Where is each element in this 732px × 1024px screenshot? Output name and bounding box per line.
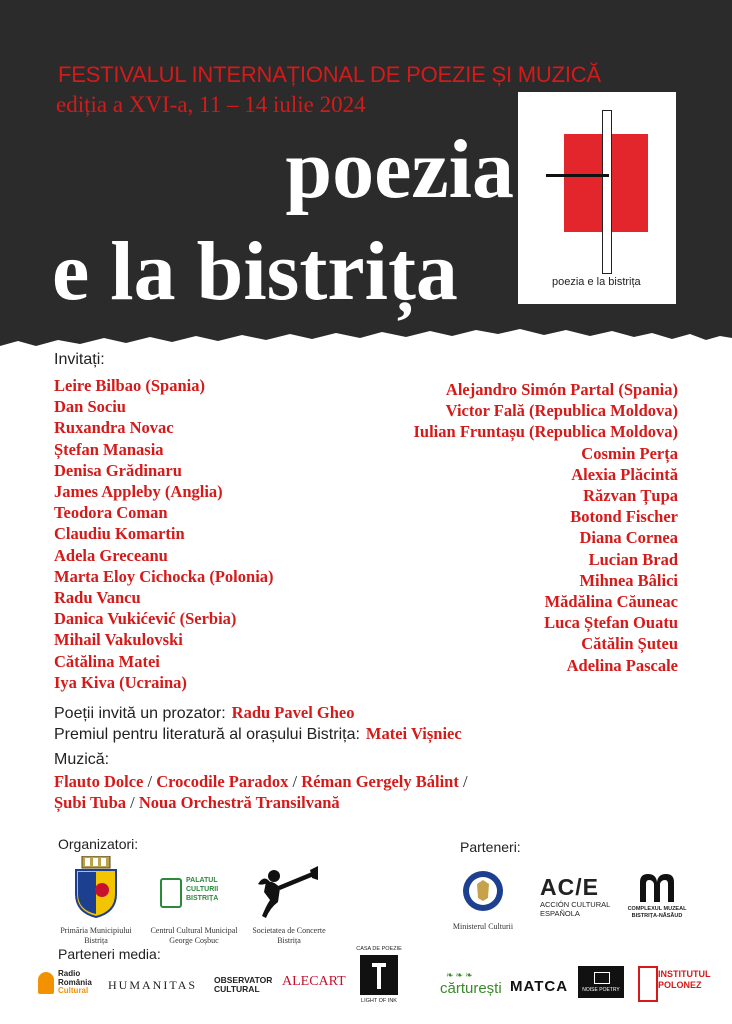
guest-name: Teodora Coman xyxy=(54,503,168,523)
ace-subtitle xyxy=(540,900,610,918)
guest-name: Denisa Grădinaru xyxy=(54,460,182,480)
partners-label: Parteneri: xyxy=(460,839,521,855)
coat-of-arms-icon xyxy=(74,856,118,918)
logo-caption: poezia e la bistrița xyxy=(552,276,641,288)
ace-sub-line: ACCIÓN CULTURAL xyxy=(540,900,611,909)
guest-list-right xyxy=(414,379,679,676)
guests-label: Invitați: xyxy=(54,351,105,368)
ministry-seal-icon xyxy=(462,870,504,912)
band-name: Șubi Tuba xyxy=(54,793,127,812)
separator: / xyxy=(462,772,468,791)
institut-line: POLONEZ xyxy=(658,980,702,990)
institut-line: INSTITUTUL xyxy=(658,969,711,979)
organizer-caption xyxy=(244,926,334,946)
guest-name: Alejandro Simón Partal (Spania) xyxy=(445,380,678,399)
palatul-line: PALATUL xyxy=(186,877,218,884)
guest-name: Radu Vancu xyxy=(54,588,141,608)
band-name: Flauto Dolce xyxy=(54,772,144,791)
carturesti-ornament-icon: ❧❧❧ xyxy=(446,970,475,980)
guest-name: Alexia Plăcintă xyxy=(571,464,678,484)
music-label: Muzică: xyxy=(54,751,110,768)
separator: / xyxy=(130,793,135,812)
matca-logo: MATCA xyxy=(510,978,569,995)
carturesti-logo: cărturești xyxy=(440,980,502,997)
alecart-logo: ALECART xyxy=(282,974,346,989)
guest-list-left xyxy=(54,375,274,693)
guest-name: Mihnea Bâlici xyxy=(579,570,678,590)
caption-line: Primăria Municipiului xyxy=(60,926,132,935)
guest-name: Victor Fală (Republica Moldova) xyxy=(445,401,678,421)
organizer-caption xyxy=(138,926,250,946)
logo-horizontal-line xyxy=(546,174,609,177)
media-partners-label: Parteneri media: xyxy=(58,946,161,962)
prize-winner: Matei Vișniec xyxy=(365,724,462,743)
humanitas-logo: HUMANITAS xyxy=(108,978,198,992)
title-line-2: e la bistrița xyxy=(52,225,458,318)
complex-line: BISTRIȚA-NĂSĂUD xyxy=(631,913,683,919)
guest-name: Mădălina Căuneac xyxy=(544,592,678,612)
noise-caption: NOISE POETRY xyxy=(582,987,620,993)
casa-de-poezie-logo xyxy=(356,946,402,1016)
guest-name: Danica Vukićević (Serbia) xyxy=(54,609,237,629)
palatul-line: BISTRIȚA xyxy=(186,895,219,902)
palatul-culturii-logo xyxy=(160,876,222,906)
prose-label: Poeții invită un prozator: xyxy=(54,705,226,722)
guest-name: Botond Fischer xyxy=(570,507,678,527)
radio-line: Radio xyxy=(58,969,81,978)
prose-author: Radu Pavel Gheo xyxy=(231,703,355,722)
music-line-1 xyxy=(54,772,468,792)
guest-name: Iya Kiva (Ucraina) xyxy=(54,672,187,692)
title-line-1: poezia xyxy=(285,123,514,216)
guest-name: Adela Greceanu xyxy=(54,545,168,565)
observator-cultural-logo xyxy=(214,976,272,994)
ace-sub-line: ESPAÑOLA xyxy=(540,909,580,918)
guest-name: Ștefan Manasia xyxy=(54,439,164,459)
lighthouse-icon xyxy=(360,955,398,995)
caption-line: Bistrița xyxy=(277,936,301,945)
prose-row xyxy=(54,703,355,723)
prize-row xyxy=(54,724,462,744)
festival-logo xyxy=(518,92,676,304)
noise-icon xyxy=(594,972,610,984)
guest-name: Leire Bilbao (Spania) xyxy=(54,376,205,395)
music-line-2 xyxy=(54,793,340,813)
guest-name: Mihail Vakulovski xyxy=(54,630,183,650)
noise-poetry-logo xyxy=(578,966,624,998)
casa-line: CASA DE POEZIE xyxy=(356,946,402,952)
separator: / xyxy=(292,772,298,791)
logo-vertical-bar xyxy=(602,110,612,274)
palatul-line: CULTURII xyxy=(186,886,219,893)
festival-edition: ediția a XVI-a, 11 – 14 iulie 2024 xyxy=(56,92,366,117)
institutul-polonez-logo xyxy=(638,966,711,1000)
casa-line: LIGHT OF INK xyxy=(361,998,397,1004)
radio-icon xyxy=(38,972,54,994)
caption-line: Centrul Cultural Municipal xyxy=(150,926,238,935)
guest-name: Cătălina Matei xyxy=(54,651,160,671)
band-name: Réman Gergely Bálint xyxy=(301,772,459,791)
museum-complex-caption xyxy=(624,906,690,920)
institut-icon xyxy=(638,966,658,1002)
ace-logo: AC/E xyxy=(540,874,599,900)
cherub-trumpet-icon xyxy=(256,866,320,920)
ministry-caption: Ministerul Culturii xyxy=(452,922,514,931)
guest-name: Marta Eloy Cichocka (Polonia) xyxy=(54,566,274,586)
organizer-caption xyxy=(56,926,136,946)
guest-name: Luca Ștefan Ouatu xyxy=(544,613,678,633)
caption-line: Societatea de Concerte xyxy=(252,926,326,935)
guest-name: Diana Cornea xyxy=(579,528,678,548)
observator-line: OBSERVATOR xyxy=(214,975,273,985)
museum-complex-icon xyxy=(636,872,678,904)
guest-name: Iulian Fruntașu (Republica Moldova) xyxy=(413,422,678,442)
caption-line: Bistrița xyxy=(84,936,108,945)
separator: / xyxy=(147,772,153,791)
caption-line: George Coșbuc xyxy=(169,936,219,945)
observator-line: CULTURAL xyxy=(214,984,260,994)
guest-name: Adelina Pascale xyxy=(566,655,678,675)
guest-name: Răzvan Țupa xyxy=(583,486,678,506)
guest-name: Claudiu Komartin xyxy=(54,524,185,544)
guest-name: Lucian Brad xyxy=(588,549,678,569)
radio-line: Cultural xyxy=(58,986,89,995)
radio-line: România xyxy=(58,977,92,987)
guest-name: Dan Sociu xyxy=(54,397,126,417)
palace-icon xyxy=(160,878,182,908)
festival-name: FESTIVALUL INTERNAȚIONAL DE POEZIE ȘI MUZICĂ xyxy=(58,62,601,87)
band-name: Noua Orchestră Transilvană xyxy=(138,793,340,812)
guest-name: James Appleby (Anglia) xyxy=(54,482,223,502)
prize-label: Premiul pentru literatură al orașului Bistrița: xyxy=(54,726,360,743)
guest-name: Cătălin Șuteu xyxy=(581,634,678,654)
complex-line: COMPLEXUL MUZEAL xyxy=(627,906,687,912)
guest-name: Cosmin Perța xyxy=(581,443,678,463)
band-name: Crocodile Paradox xyxy=(156,772,289,791)
guest-name: Ruxandra Novac xyxy=(54,418,174,438)
organizers-label: Organizatori: xyxy=(58,836,139,852)
